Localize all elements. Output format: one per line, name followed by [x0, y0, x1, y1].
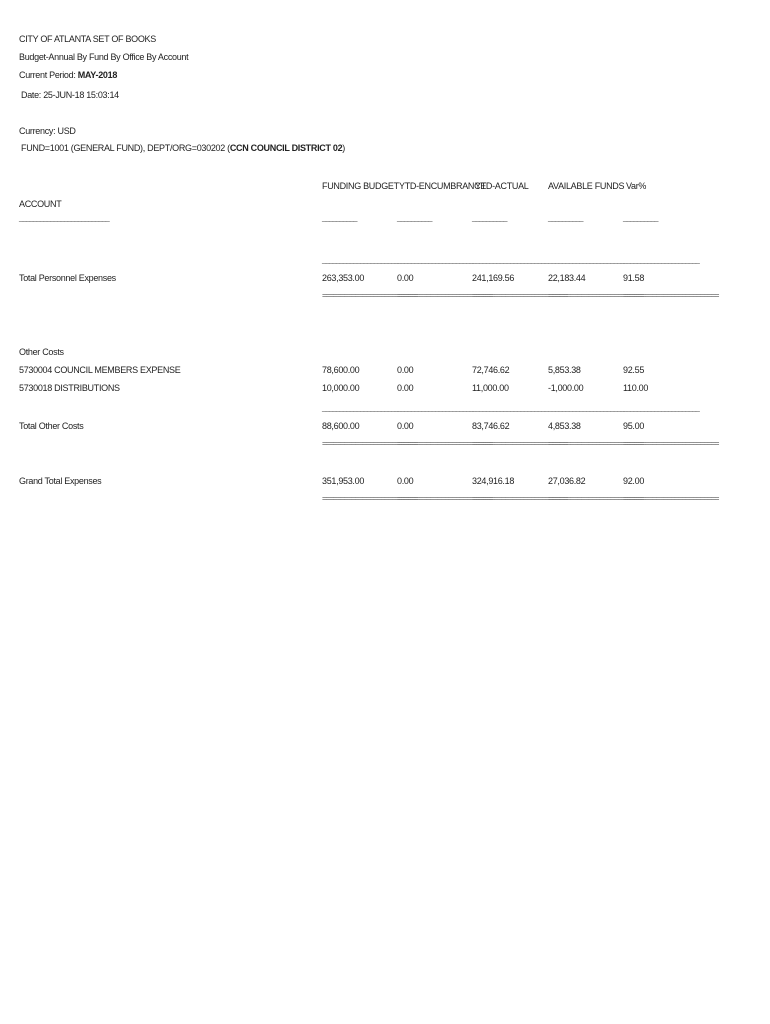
- other-total-available-funds: 4,853.38: [548, 421, 581, 431]
- personnel-var-pct: 91.58: [623, 273, 645, 283]
- account-underline: __________________________: [19, 213, 109, 222]
- fund-prefix: FUND=1001 (GENERAL FUND), DEPT/ORG=030202 (: [21, 143, 230, 153]
- personnel-ytd-actual: 241,169.56: [472, 273, 515, 283]
- double-rule: ==========================: [472, 291, 568, 300]
- grand-total-ytd-actual: 324,916.18: [472, 476, 515, 486]
- subtotal-rule: ______________________: [397, 403, 473, 412]
- grand-total-available-funds: 27,036.82: [548, 476, 586, 486]
- double-rule: ==========================: [548, 494, 644, 503]
- subtotal-rule: ______________________: [322, 403, 398, 412]
- col-available-funds: AVAILABLE FUNDS: [548, 181, 625, 191]
- 5730004-var-pct: 92.55: [623, 365, 645, 375]
- account-5730004: 5730004 COUNCIL MEMBERS EXPENSE: [19, 365, 181, 375]
- currency: Currency: USD: [19, 126, 76, 136]
- subtotal-rule: ______________________: [397, 255, 473, 264]
- header-underline: __________: [322, 213, 357, 222]
- 5730018-available-funds: -1,000.00: [548, 383, 584, 393]
- current-period: [19, 70, 117, 80]
- double-rule: ==========================: [548, 439, 644, 448]
- report-date: Date: 25-JUN-18 15:03:14: [21, 90, 119, 100]
- grand-total-ytd-encumbrance: 0.00: [397, 476, 414, 486]
- subtotal-rule: ______________________: [623, 255, 699, 264]
- grand-total-funding-budget: 351,953.00: [322, 476, 365, 486]
- double-rule: ==========================: [322, 439, 418, 448]
- col-var-pct: Var%: [626, 181, 647, 191]
- double-rule: ==========================: [472, 439, 568, 448]
- fund-suffix: ): [342, 143, 345, 153]
- subtotal-rule: ______________________: [623, 403, 699, 412]
- header-underline: __________: [397, 213, 432, 222]
- col-ytd-actual: YTD-ACTUAL: [475, 181, 529, 191]
- 5730018-funding-budget: 10,000.00: [322, 383, 360, 393]
- header-underline: __________: [548, 213, 583, 222]
- double-rule: ==========================: [397, 494, 493, 503]
- report-title: CITY OF ATLANTA SET OF BOOKS: [19, 34, 156, 44]
- other-total-ytd-encumbrance: 0.00: [397, 421, 414, 431]
- double-rule: ==========================: [623, 494, 719, 503]
- 5730018-ytd-actual: 11,000.00: [472, 383, 509, 393]
- account-5730018: 5730018 DISTRIBUTIONS: [19, 383, 120, 393]
- col-ytd-encumbrance: YTD-ENCUMBRANCE: [399, 181, 487, 191]
- 5730004-available-funds: 5,853.38: [548, 365, 581, 375]
- subtotal-rule: ______________________: [472, 255, 548, 264]
- other-total-var-pct: 95.00: [623, 421, 645, 431]
- personnel-ytd-encumbrance: 0.00: [397, 273, 414, 283]
- double-rule: ==========================: [397, 439, 493, 448]
- period-value: MAY-2018: [77, 70, 118, 80]
- subtotal-rule: ______________________: [472, 403, 548, 412]
- double-rule: ==========================: [397, 291, 493, 300]
- 5730004-ytd-encumbrance: 0.00: [397, 365, 414, 375]
- subtotal-rule: ______________________: [548, 403, 624, 412]
- double-rule: ==========================: [322, 291, 418, 300]
- header-underline: __________: [472, 213, 507, 222]
- 5730018-ytd-encumbrance: 0.00: [397, 383, 414, 393]
- other-total-ytd-actual: 83,746.62: [472, 421, 510, 431]
- 5730004-funding-budget: 78,600.00: [322, 365, 360, 375]
- grand-total-var-pct: 92.00: [623, 476, 645, 486]
- subtotal-rule: ______________________: [322, 255, 398, 264]
- header-underline: __________: [623, 213, 658, 222]
- period-label: Current Period:: [19, 70, 78, 80]
- grand-total-label: Grand Total Expenses: [19, 476, 102, 486]
- personnel-funding-budget: 263,353.00: [322, 273, 365, 283]
- other-total-funding-budget: 88,600.00: [322, 421, 360, 431]
- fund-dept-line: [21, 143, 345, 153]
- 5730004-ytd-actual: 72,746.62: [472, 365, 510, 375]
- total-other-costs-label: Total Other Costs: [19, 421, 84, 431]
- other-costs-section-label: Other Costs: [19, 347, 64, 357]
- double-rule: ==========================: [548, 291, 644, 300]
- col-account: ACCOUNT: [19, 199, 62, 209]
- personnel-available-funds: 22,183.44: [548, 273, 586, 283]
- double-rule: ==========================: [623, 439, 719, 448]
- total-personnel-label: Total Personnel Expenses: [19, 273, 116, 283]
- double-rule: ==========================: [472, 494, 568, 503]
- report-subtitle: Budget-Annual By Fund By Office By Account: [19, 52, 189, 62]
- 5730018-var-pct: 110.00: [623, 383, 649, 393]
- double-rule: ==========================: [623, 291, 719, 300]
- double-rule: ==========================: [322, 494, 418, 503]
- dept-name: CCN COUNCIL DISTRICT 02: [229, 143, 343, 153]
- col-funding-budget: FUNDING BUDGET: [322, 181, 399, 191]
- subtotal-rule: ______________________: [548, 255, 624, 264]
